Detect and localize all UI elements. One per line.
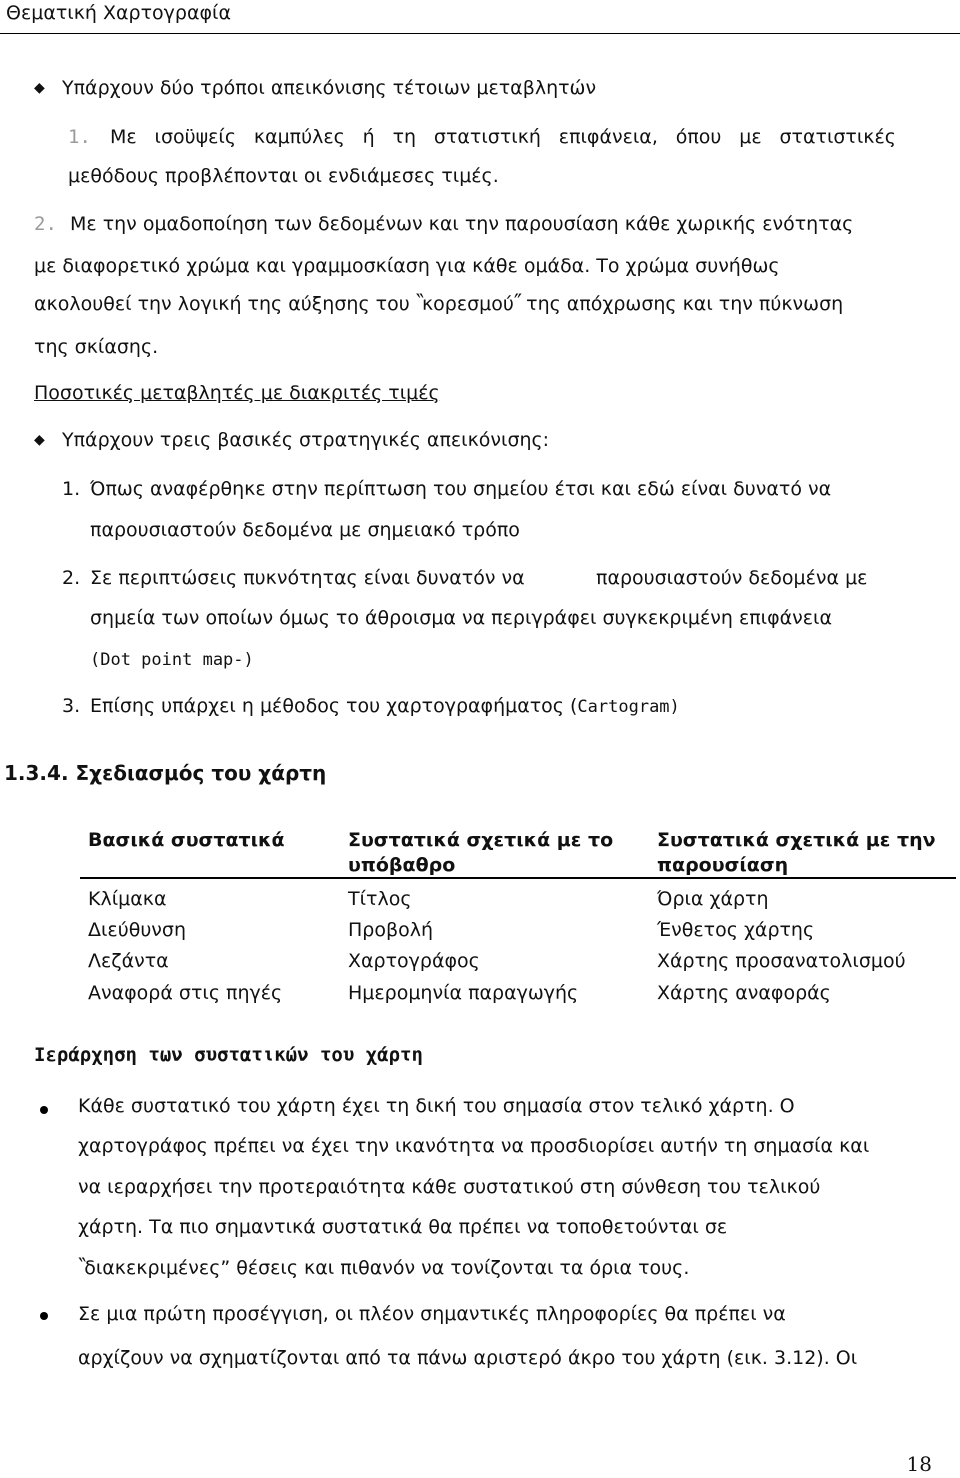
table-cell: Χάρτης αναφοράς [657,982,831,1004]
running-header: Θεματική Χαρτογραφία [6,2,231,24]
table-cell: Ημερομηνία παραγωγής [348,982,579,1004]
bullet-text: Υπάρχουν τρεις βασικές στρατηγικές απεικόνισης: [62,429,550,451]
word: τη [392,126,417,148]
paragraph-line [78,1256,689,1280]
table-cell: Χάρτης προσανατολισμού [657,950,906,972]
paragraph-line: της σκίασης. [34,336,159,358]
bullet-icon [40,1106,48,1114]
paragraph-line: Σε μια πρώτη προσέγγιση, οι πλέον σημαντικές πληροφορίες θα πρέπει να [78,1303,786,1325]
list-number: 1. [62,478,81,500]
list-number: 2. [34,213,57,235]
table-header-rule [80,877,956,879]
paragraph-line: με διαφορετικό χρώμα και γραμμοσκίαση για κάθε ομάδα. Το χρώμα συνήθως [34,255,780,277]
table-cell: Λεζάντα [88,950,169,972]
table-header-cell [657,828,936,878]
table-cell: Όρια χάρτη [657,888,769,910]
header-divider [0,33,960,34]
section-subheading: Ποσοτικές μεταβλητές με διακριτές τιμές [34,382,440,404]
paragraph-line: Σε περιπτώσεις πυκνότητας είναι δυνατόν να [90,567,525,589]
paragraph-line: χαρτογράφος πρέπει να έχει την ικανότητα να προσδιορίσει αυτήν τη σημασία και [78,1135,870,1157]
paragraph-line: παρουσιαστούν δεδομένα με [596,567,868,589]
list-number: 1. [68,126,91,148]
section-heading: 1.3.4. Σχεδιασμός του χάρτη [4,761,327,785]
table-header-cell [348,828,613,878]
diamond-bullet-icon: ◆ [34,432,45,448]
table-cell: Ένθετος χάρτης [657,919,815,941]
list-number: 3. [62,695,81,717]
paragraph-line [90,694,680,719]
paragraph-line: χάρτη. Τα πιο σημαντικά συστατικά θα πρέπει να τοποθετούνται σε [78,1216,728,1238]
word: στατιστική [433,126,541,148]
word: επιφάνεια, [558,126,658,148]
paragraph-line: μεθόδους προβλέπονται οι ενδιάμεσες τιμές. [68,165,499,187]
header-line: Συστατικά σχετικά με την [657,829,936,851]
text-fragment: Cartogram) [577,697,680,717]
paragraph-line: να ιεραρχήσει την προτεραιότητα κάθε συστατικού στη σύνθεση του τελικού [78,1176,821,1198]
table-cell: Προβολή [348,919,434,941]
table-cell: Κλίμακα [88,888,167,910]
word: στατιστικές [779,126,896,148]
paragraph-line: Όπως αναφέρθηκε στην περίπτωση του σημείου έτσι και εδώ είναι δυνατό να [90,478,832,500]
text-fragment: διακεκριμένες” θέσεις και πιθανόν να τονίζονται τα όρια τους. [84,1257,690,1279]
diamond-bullet-icon: ◆ [34,80,45,96]
section-heading: Ιεράρχηση των συστατικών του χάρτη [34,1044,423,1066]
word: ή [362,126,375,148]
paragraph-line: αρχίζουν να σχηματίζονται από τα πάνω αριστερό άκρο του χάρτη (εικ. 3.12). Οι [78,1347,858,1369]
table-header-cell: Βασικά συστατικά [88,829,285,851]
open-quote-icon: ‶ [415,291,422,316]
text-fragment: Επίσης υπάρχει η μέθοδος του χαρτογραφήματος ( [90,695,578,717]
bullet-text: Υπάρχουν δύο τρόποι απεικόνισης τέτοιων μεταβλητών [62,77,597,99]
table-cell: Τίτλος [348,888,412,910]
header-line: Συστατικά σχετικά με το [348,829,614,851]
header-line: παρουσίαση [657,854,789,876]
page-number: 18 [906,1452,932,1476]
table-cell: Χαρτογράφος [348,950,480,972]
paragraph-line: (Dot point map-) [90,650,254,670]
word: ισοϋψείς [154,126,237,148]
word: καμπύλες [253,126,345,148]
text-fragment: ακολουθεί την λογική της αύξησης του [34,293,410,315]
close-quote-icon: ″ [513,291,521,316]
paragraph-line: παρουσιαστούν δεδομένα με σημειακό τρόπο [90,519,520,541]
open-quote-icon: ‶ [78,1255,85,1280]
paragraph-line: Με την ομαδοποίηση των δεδομένων και την παρουσίαση κάθε χωρικής ενότητας [70,213,854,235]
word: όπου [675,126,722,148]
paragraph-line [110,125,896,149]
header-line: υπόβαθρο [348,854,456,876]
list-number: 2. [62,567,81,589]
quoted-term: κορεσμού [421,293,514,315]
table-cell: Αναφορά στις πηγές [88,982,283,1004]
text-fragment: της απόχρωσης και την πύκνωση [526,293,844,315]
paragraph-line: σημεία των οποίων όμως το άθροισμα να περιγράφει συγκεκριμένη επιφάνεια [90,607,832,629]
table-cell: Διεύθυνση [88,919,187,941]
word: με [739,126,762,148]
paragraph-line [34,292,843,316]
word: Με [110,126,137,148]
bullet-icon [40,1312,48,1320]
paragraph-line: Κάθε συστατικό του χάρτη έχει τη δική του σημασία στον τελικό χάρτη. Ο [78,1095,795,1117]
